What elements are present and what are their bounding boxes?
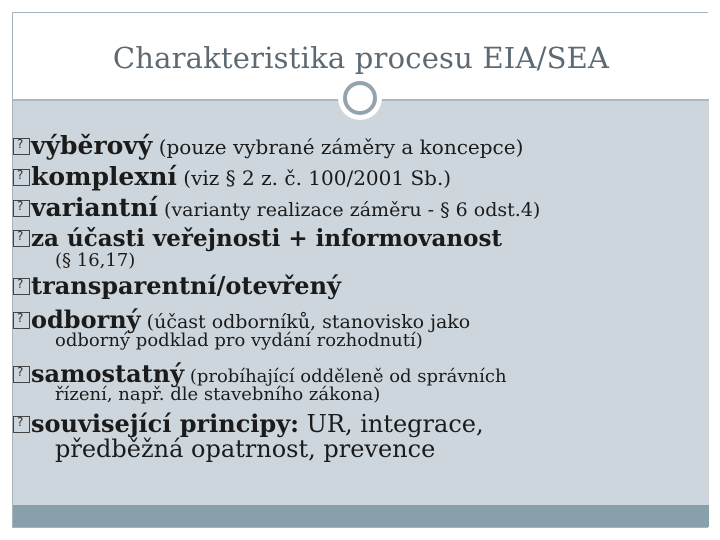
bullet-note: (viz § 2 z. č. 100/2001 Sb.)	[176, 166, 452, 190]
bullet-note: (pouze vybrané záměry a koncepce)	[152, 135, 524, 159]
bullet-continuation: řízení, např. dle stavebního zákona)	[55, 384, 381, 405]
bullet-item	[13, 193, 540, 222]
bullet-glyph-icon	[13, 169, 30, 186]
bullet-note: (probíhající odděleně od správních	[184, 366, 507, 387]
bullet-main: transparentní/otevřený	[31, 271, 341, 300]
bullet-main: za účasti veřejnosti + informovanost	[31, 225, 503, 252]
bullet-continuation: předběžná opatrnost, prevence	[55, 435, 436, 463]
footer-bar	[13, 505, 709, 527]
bullet-note: (varianty realizace záměru - § 6 odst.4)	[158, 199, 541, 221]
slide	[12, 12, 708, 528]
bullet-continuation: (§ 16,17)	[55, 250, 136, 271]
bullet-glyph-icon	[13, 230, 30, 247]
bullet-glyph-icon	[13, 312, 30, 329]
bullet-item	[13, 271, 341, 300]
bullet-item	[13, 131, 523, 160]
circle-ornament-icon	[343, 81, 377, 115]
bullet-glyph-icon	[13, 278, 30, 295]
bullet-continuation: odborný podklad pro vydání rozhodnutí)	[55, 330, 423, 351]
bullet-main: samostatný	[31, 359, 185, 388]
bullet-note: UR, integrace,	[299, 410, 484, 438]
slide-title: Charakteristika procesu EIA/SEA	[112, 41, 610, 75]
bullet-main: související principy:	[31, 409, 300, 438]
bullet-glyph-icon	[13, 416, 30, 433]
bullet-item	[13, 225, 502, 252]
bullet-main: variantní	[31, 193, 158, 222]
bullet-glyph-icon	[13, 366, 30, 383]
bullet-main: výběrový	[31, 131, 153, 160]
content-area	[13, 101, 709, 505]
bullet-glyph-icon	[13, 138, 30, 155]
bullet-item	[13, 162, 451, 191]
bullet-note: (účast odborníků, stanovisko jako	[140, 311, 471, 333]
bullet-glyph-icon	[13, 200, 30, 217]
bullet-main: odborný	[31, 305, 141, 334]
bullet-main: komplexní	[31, 162, 177, 191]
bullet-item	[13, 409, 484, 438]
